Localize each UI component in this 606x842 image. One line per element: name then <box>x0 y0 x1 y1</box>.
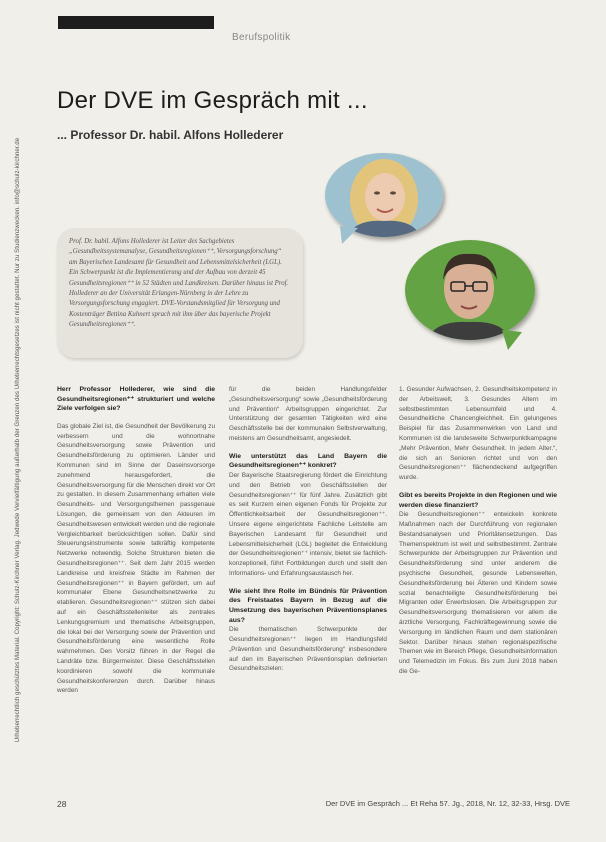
answer-paragraph: Das globale Ziel ist, die Gesundheit der Bevölkerung zu verbessern und die wohnortnahe Gesundheitsversorgung sowie Prävention und Gesundheitsförderung zu optimieren. Länder und Kommunen sind im Sinne der Daseinsvorsorge zunehmend herausgefordert, die Gesundheitsversorgung für die Menschen direkt vor Ort zu gestalten. In diesem Zusammenhang erhalten viele Gesundheits- und Versorgungsthemen passgenaue Lösungen, die gemeinsam von den Akteuren im Gesundheitswesen entwickelt werden und die regionale Vergleichbarkeit berücksichtigen sollen. Dafür sind Steuerungsinstrumente sowie tatkräftig kompetente Netzwerke notwendig. Solche Strukturen bieten die Gesundheitsregionen⁺⁺. Seit dem Jahr 2015 werden Landkreise und kreisfreie Städte im Rahmen der Gesundheitsregionen⁺⁺ in Bayern gefördert, um auf kommunaler Ebene Gesundheitsnetzwerke zu etablieren. Gesundheitsregionen⁺⁺ stützen sich dabei auf ein Geschäftsstellenleiter als zentrales Lenkungsgremium und thematische Arbeitsgruppen, die lokal bei der Versorgung sowie der Prävention und Gesundheitsförderung eine wesentliche Rolle wahrnehmen. Den Vorsitz führen in der Regel die Landräte bzw. Bürgermeister. Diese Geschäftsstellen koordinieren sowohl die kommunale Gesundheitskonferenzen durch. Darüber hinaus werden <box>57 422 215 695</box>
answer-paragraph: Der Bayerische Staatsregierung fördert die Einrichtung und den Betrieb von Geschäftsstellen der Gesundheitsregionen⁺⁺ für fünf Jahre. Zusätzlich gibt es seit Kurzem einen eigenen Fonds für Projekte zur Öffentlichkeitsarbeit der Gesundheitsregionen⁺⁺. Unsere eigene eingerichtete Fachliche Leitstelle am Bayerischen Landesamt für Gesundheit und Lebensmittelsicherheit (LGL) begleitet die Entwicklung der Gesundheitsregionen⁺⁺ intensiv, bietet sie fachlich-konzeptionell, führt Fortbildungen durch und stellt den Informations- und Erfahrungsaustausch her. <box>229 471 387 577</box>
speech-tail-interviewee <box>500 330 524 352</box>
portrait-interviewee-image <box>405 240 535 340</box>
question-heading: Wie unterstützt das Land Bayern die Gesundheitsregionen⁺⁺ konkret? <box>229 452 387 470</box>
column-1 <box>57 385 215 696</box>
article-headline: Der DVE im Gespräch mit ... <box>57 87 368 114</box>
answer-paragraph: Die thematischen Schwerpunkte der Gesundheitsregionen⁺⁺ liegen im Handlungsfeld „Prävention und Gesundheitsförderung“ insbesondere auf den im Bayerischen Präventionsplan definierten Gesundheitszielen: <box>229 626 387 673</box>
footer-reference: Der DVE im Gespräch ... Et Reha 57. Jg., 2018, Nr. 12, 32-33, Hrsg. DVE <box>325 799 570 808</box>
question-heading: Gibt es bereits Projekte in den Regionen und wie werden diese finanziert? <box>399 491 557 509</box>
header-bar <box>58 16 214 29</box>
copyright-sidebar <box>4 60 32 820</box>
speech-tail-interviewer <box>338 226 360 246</box>
portrait-interviewee <box>405 240 535 340</box>
page-number: 28 <box>57 799 67 809</box>
intro-text: Prof. Dr. habil. Alfons Hollederer ist Leiter des Sachgebietes „Gesundheitssystemanalyse, Gesundheitsregionen⁺⁺, Versorgungsforschung“ am Bayerischen Landesamt für Gesundheit und Lebensmittelsicherheit (LGL). Ein Schwerpunkt ist die Implementierung und der Aufbau von derzeit 45 Gesundheitsregionen⁺⁺ in 52 Städten und Landkreisen. Darüber hinaus ist Prof. Hollederer an der Universität Erlangen-Nürnberg in der Lehre zu Versorgungsforschung engagiert. DVE-Vorstandsmitglied für Versorgung und Kostenträger Bettina Kuhnert sprach mit ihm über das bayerische Projekt Gesundheitsregionen⁺⁺. <box>69 238 289 329</box>
question-heading: Wie sieht Ihre Rolle im Bündnis für Prävention des Freistaates Bayern in Bezug auf die Umsetzung des bayerischen Präventionsplanes aus? <box>229 587 387 624</box>
portrait-interviewer <box>325 153 443 237</box>
answer-paragraph: Die Gesundheitsregionen⁺⁺ entwickeln konkrete Maßnahmen nach der Durchführung von regionalen Bestandsanalysen und Prioritätensetzungen. Das Themenspektrum ist weit und selbstbestimmt. Zentrale Schwerpunkte der Arbeitsgruppen zur Prävention und Gesundheitsförderung sind unter anderem die psychische Gesundheit, gesunde Lebenswelten, Gesundheitsförderung bei Älteren und Kindern sowie sozial benachteiligte Gesundheitsförderung bei Migranten oder Erwerbslosen. Die Arbeitsgruppen zur Gesundheitsversorgung thematisieren vor allem die ärztliche Versorgung, Fachkräftegewinnung sowie die Versorgung im ländlichen Raum und dem stationären Sektor. Darüber hinaus stehen regionalspezifische Themen wie im Bereich Pflege, Gesundheitsinformation und Telemedizin im Fokus. Bis zum Juni 2018 haben die Ge- <box>399 511 557 675</box>
answer-paragraph: 1. Gesunder Aufwachsen, 2. Gesundheitskompetenz in der Arbeitswelt, 3. Gesundes Altern im selbstbestimmten Lebensumfeld und 4. Gesundheitliche Chancengleichheit. Ein gelungenes Beispiel für das Zusammenwirken von Land und Kommunen ist die landesweite Schwerpunktkampagne „Mehr Prävention, Mehr Gesundheit. In jedem Alter.“, die sich an Senioren richtet und von den Gesundheitsregionen⁺⁺ flächendeckend aufgegriffen wurde. <box>399 386 557 482</box>
article-subhead: ... Professor Dr. habil. Alfons Hollederer <box>57 128 284 142</box>
answer-paragraph: für die beiden Handlungsfelder „Gesundheitsversorgung“ sowie „Gesundheitsförderung und Prävention“ Arbeitsgruppen eingerichtet. Zur Unterstützung der gesamten Tätigkeiten wird eine Geschäftsstelle bei der kommunalen Selbstverwaltung, meistens am Gesundheitsamt, angesiedelt. <box>229 386 387 442</box>
intro-box <box>57 228 303 358</box>
portrait-interviewer-image <box>325 153 443 237</box>
question-heading: Herr Professor Hollederer, wie sind die Gesundheitsregionen⁺⁺ strukturiert und welche Ziele verfolgen sie? <box>57 386 215 413</box>
section-label: Berufspolitik <box>232 32 291 43</box>
column-2 <box>229 385 387 674</box>
column-3 <box>399 385 557 677</box>
copyright-note: Urheberrechtlich geschütztes Material. Copyright: Schulz-Kirchner Verlag. Jedwede Vervielfältigung außerhalb der Grenzen des Urheberrechtsgesetzes ist nicht gestattet. Nur zu Studienzwecken. info@schulz-kirchner.de <box>15 137 22 743</box>
